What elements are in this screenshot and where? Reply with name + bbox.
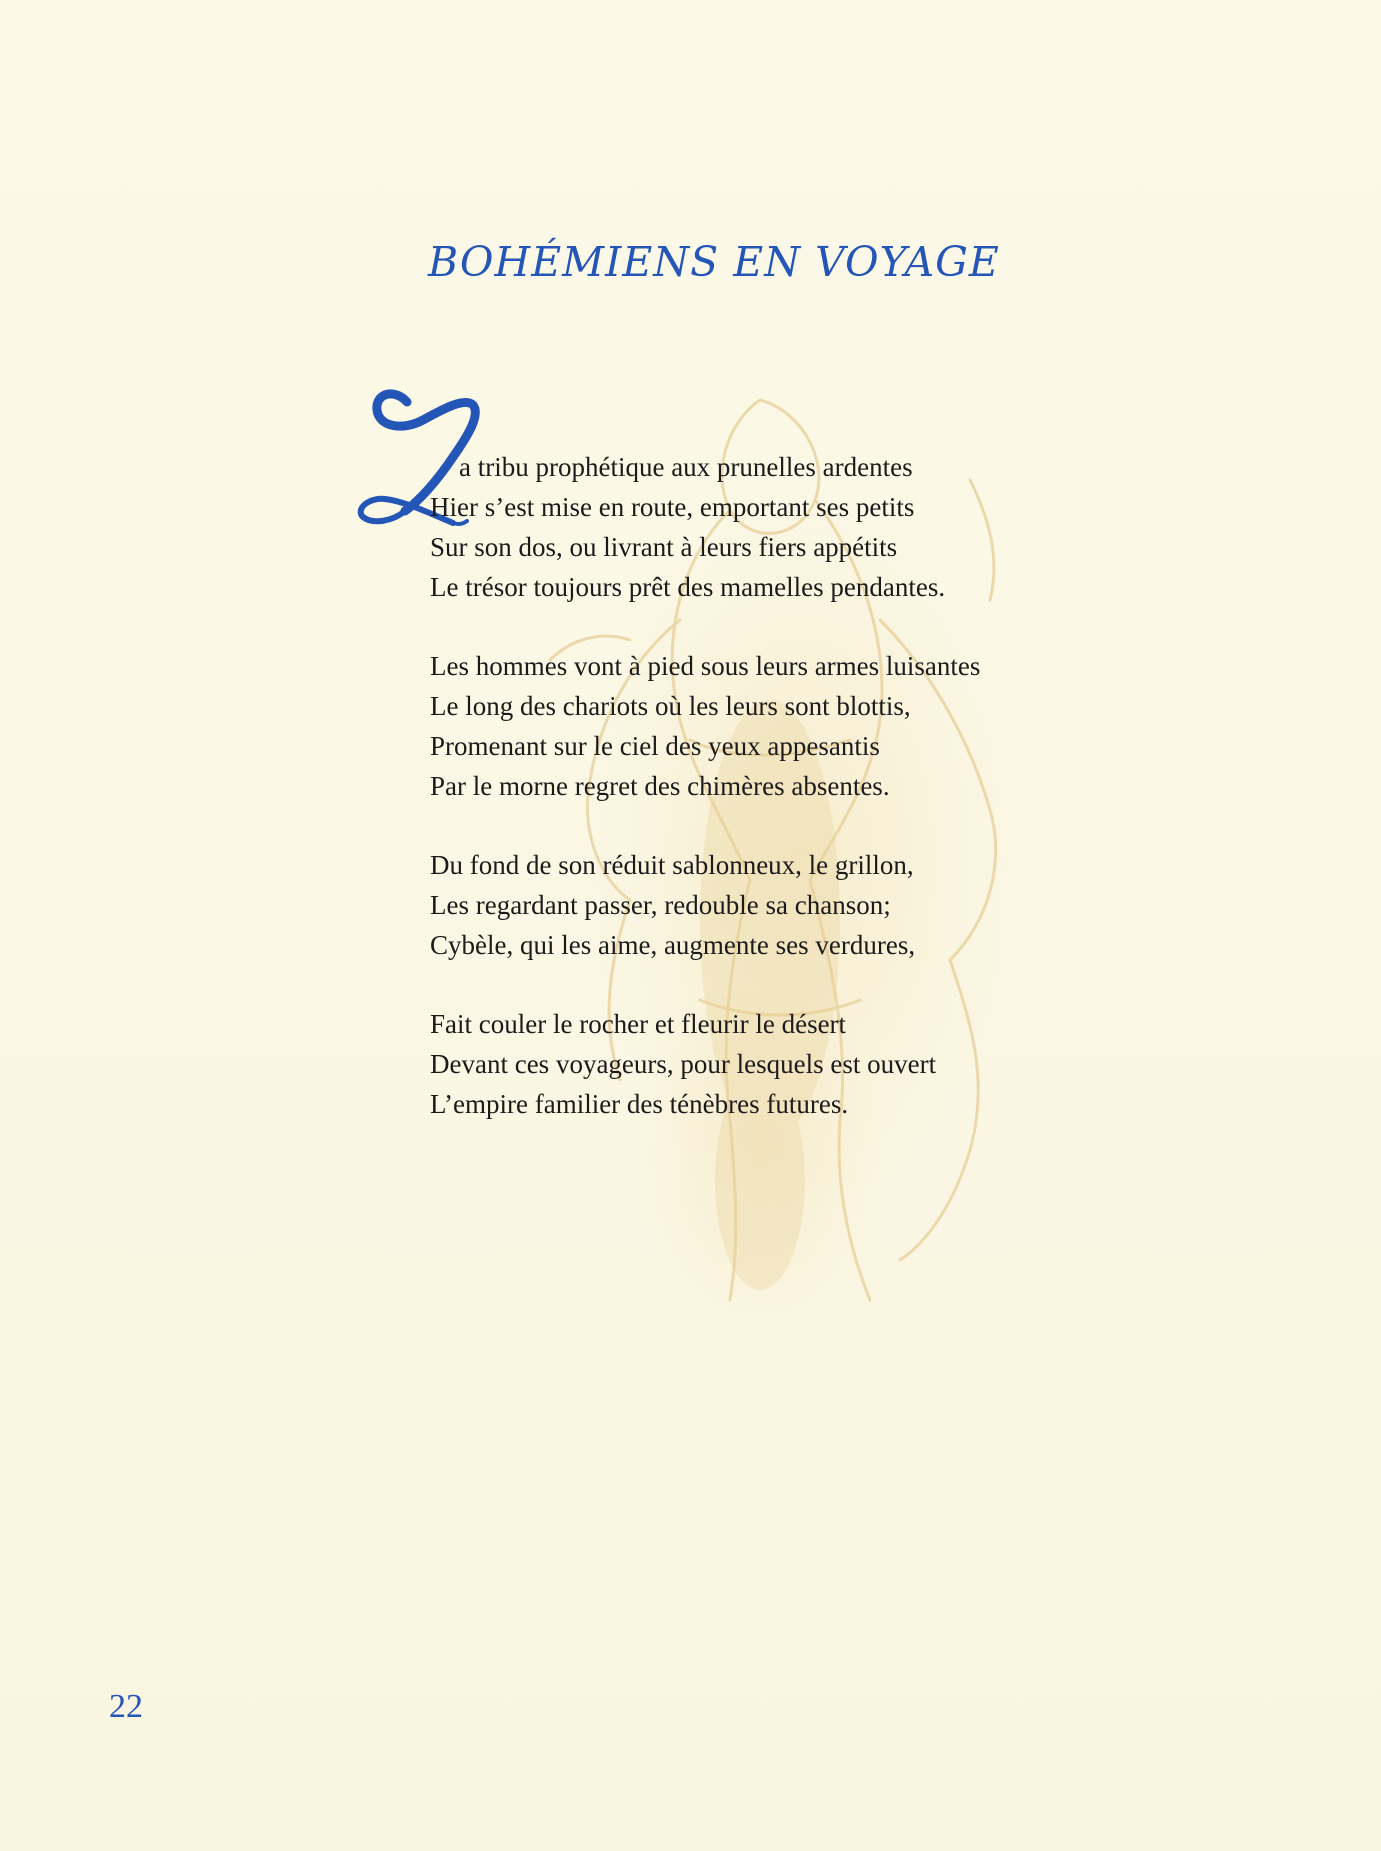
poem-line: Sur son dos, ou livrant à leurs fiers appétits — [430, 532, 898, 562]
poem-line: Le long des chariots où les leurs sont blottis, — [430, 691, 911, 721]
stanza-1 — [430, 447, 1130, 607]
poem-line: Les hommes vont à pied sous leurs armes luisantes — [430, 651, 981, 681]
poem-title: BOHÉMIENS EN VOYAGE — [428, 238, 1000, 286]
poem-line: L’empire familier des ténèbres futures. — [430, 1089, 849, 1119]
poem-line: Devant ces voyageurs, pour lesquels est ouvert — [430, 1049, 937, 1079]
poem-line: Le trésor toujours prêt des mamelles pendantes. — [430, 572, 946, 602]
poem-body — [430, 447, 1130, 1163]
poem-line: a tribu prophétique aux prunelles ardentes — [459, 452, 913, 482]
poem-line: Hier s’est mise en route, emportant ses petits — [430, 492, 915, 522]
stanza-3 — [430, 845, 1130, 965]
poem-line: Fait couler le rocher et fleurir le désert — [430, 1009, 847, 1039]
stanza-2 — [430, 646, 1130, 806]
stanza-4 — [430, 1004, 1130, 1124]
poem-line: Les regardant passer, redouble sa chanson; — [430, 890, 891, 920]
poem-line: Du fond de son réduit sablonneux, le grillon, — [430, 850, 914, 880]
poem-line: Par le morne regret des chimères absentes. — [430, 771, 890, 801]
poem-line: Cybèle, qui les aime, augmente ses verdures, — [430, 930, 916, 960]
poem-line: Promenant sur le ciel des yeux appesantis — [430, 731, 880, 761]
page-number: 22 — [109, 1688, 143, 1725]
